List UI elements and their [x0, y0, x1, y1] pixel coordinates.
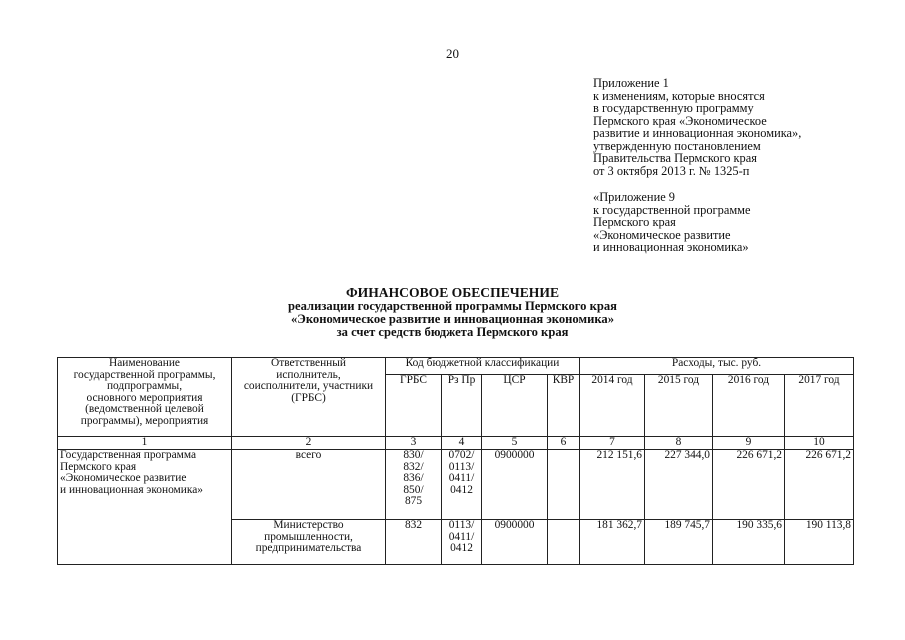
appendix-line: к изменениям, которые вносятся: [593, 88, 765, 103]
header-name-col: Наименование государственной программы, подпрограммы, основного мероприятия (ведомственной целевой программы), мероприятия: [58, 358, 232, 437]
header-csr: ЦСР: [482, 375, 548, 437]
program-name-cell: Государственная программа Пермского края «Экономическое развитие и инновационная экономика»: [58, 450, 232, 565]
header-kvr: КВР: [548, 375, 580, 437]
expense-2016-cell: 190 335,6: [713, 520, 785, 565]
header-year-2015: 2015 год: [645, 375, 713, 437]
page-number: 20: [446, 46, 459, 61]
appendix-line: Правительства Пермского края: [593, 151, 757, 165]
appendix-line: в государственную программу: [593, 101, 754, 115]
appendix-line: «Приложение 9: [593, 190, 675, 204]
grbs-cell: 830/ 832/ 836/ 850/ 875: [386, 450, 442, 520]
rzpr-cell: 0702/ 0113/ 0411/ 0412: [442, 450, 482, 520]
appendix-line: Пермского края: [593, 215, 676, 229]
appendix-line: утвержденную постановлением: [593, 138, 761, 153]
appendix-line: развитие и инновационная экономика»,: [593, 126, 802, 140]
document-subtitle: [0, 300, 905, 339]
header-rzpr: Рз Пр: [442, 375, 482, 437]
subtitle-line: «Экономическое развитие и инновационная экономика»: [290, 312, 614, 326]
header-budget-code-group: Код бюджетной классификации: [386, 358, 580, 375]
kvr-cell: [548, 450, 580, 520]
column-number: 8: [645, 437, 713, 450]
header-executor-col: Ответственный исполнитель, соисполнители, участники (ГРБС): [232, 358, 386, 437]
csr-cell: 0900000: [482, 520, 548, 565]
column-number: 10: [785, 437, 854, 450]
appendix-9-block: [593, 191, 751, 254]
financial-table: [57, 357, 854, 565]
expense-2017-cell: 226 671,2: [785, 450, 854, 520]
expense-2017-cell: 190 113,8: [785, 520, 854, 565]
expense-2015-cell: 189 745,7: [645, 520, 713, 565]
appendix-line: Приложение 1: [593, 76, 669, 90]
column-number: 7: [580, 437, 645, 450]
appendix-line: «Экономическое развитие: [593, 227, 731, 242]
appendix-line: Пермского края «Экономическое: [593, 113, 767, 128]
expense-2016-cell: 226 671,2: [713, 450, 785, 520]
expense-2014-cell: 181 362,7: [580, 520, 645, 565]
rzpr-cell: 0113/ 0411/ 0412: [442, 520, 482, 565]
column-number: 5: [482, 437, 548, 450]
executor-cell: всего: [232, 450, 386, 520]
appendix-line: и инновационная экономика»: [593, 240, 749, 254]
column-number: 9: [713, 437, 785, 450]
column-number: 1: [58, 437, 232, 450]
appendix-1-block: [593, 77, 801, 177]
column-number: 4: [442, 437, 482, 450]
column-number: 2: [232, 437, 386, 450]
expense-2014-cell: 212 151,6: [580, 450, 645, 520]
header-year-2014: 2014 год: [580, 375, 645, 437]
kvr-cell: [548, 520, 580, 565]
expense-2015-cell: 227 344,0: [645, 450, 713, 520]
appendix-line: к государственной программе: [593, 202, 751, 217]
table-row: [58, 450, 854, 520]
document-title: ФИНАНСОВОЕ ОБЕСПЕЧЕНИЕ: [345, 285, 560, 300]
grbs-cell: 832: [386, 520, 442, 565]
subtitle-line: реализации государственной программы Пермского края: [288, 299, 617, 313]
column-number: 3: [386, 437, 442, 450]
header-grbs: ГРБС: [386, 375, 442, 437]
header-expenses-group: Расходы, тыс. руб.: [580, 358, 854, 375]
subtitle-line: за счет средств бюджета Пермского края: [336, 325, 569, 339]
csr-cell: 0900000: [482, 450, 548, 520]
header-year-2017: 2017 год: [785, 375, 854, 437]
header-year-2016: 2016 год: [713, 375, 785, 437]
column-number: 6: [548, 437, 580, 450]
executor-cell: Министерство промышленности, предпринимательства: [232, 520, 386, 565]
column-number-row: [58, 437, 854, 450]
appendix-line: от 3 октября 2013 г. № 1325-п: [593, 163, 750, 178]
